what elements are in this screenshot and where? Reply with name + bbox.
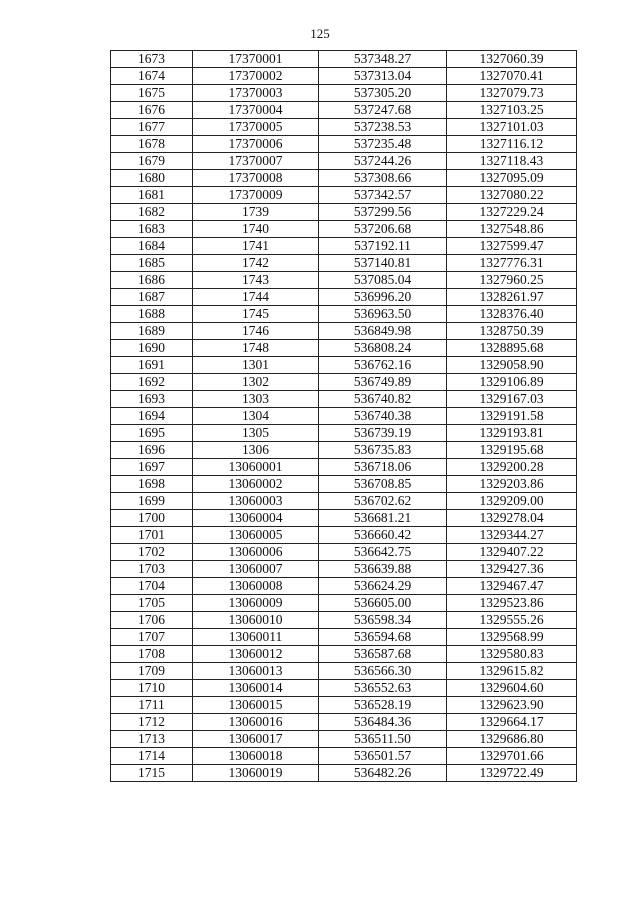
point-id-cell: 17370004 bbox=[193, 102, 319, 119]
x-coordinate-cell: 537299.56 bbox=[319, 204, 447, 221]
y-coordinate-cell: 1329203.86 bbox=[447, 476, 577, 493]
point-id-cell: 13060013 bbox=[193, 663, 319, 680]
point-number-cell: 1689 bbox=[111, 323, 193, 340]
point-number-cell: 1678 bbox=[111, 136, 193, 153]
x-coordinate-cell: 536484.36 bbox=[319, 714, 447, 731]
table-row bbox=[111, 340, 577, 357]
x-coordinate-cell: 536739.19 bbox=[319, 425, 447, 442]
point-number-cell: 1686 bbox=[111, 272, 193, 289]
y-coordinate-cell: 1327599.47 bbox=[447, 238, 577, 255]
coordinates-table bbox=[110, 50, 577, 782]
x-coordinate-cell: 536718.06 bbox=[319, 459, 447, 476]
point-number-cell: 1685 bbox=[111, 255, 193, 272]
point-number-cell: 1683 bbox=[111, 221, 193, 238]
point-id-cell: 1745 bbox=[193, 306, 319, 323]
y-coordinate-cell: 1329615.82 bbox=[447, 663, 577, 680]
y-coordinate-cell: 1328376.40 bbox=[447, 306, 577, 323]
x-coordinate-cell: 537085.04 bbox=[319, 272, 447, 289]
table-row bbox=[111, 697, 577, 714]
table-row bbox=[111, 731, 577, 748]
y-coordinate-cell: 1329664.17 bbox=[447, 714, 577, 731]
table-row bbox=[111, 187, 577, 204]
point-id-cell: 1740 bbox=[193, 221, 319, 238]
y-coordinate-cell: 1329523.86 bbox=[447, 595, 577, 612]
table-row bbox=[111, 476, 577, 493]
x-coordinate-cell: 536528.19 bbox=[319, 697, 447, 714]
y-coordinate-cell: 1328261.97 bbox=[447, 289, 577, 306]
table-row bbox=[111, 493, 577, 510]
table-row bbox=[111, 51, 577, 68]
x-coordinate-cell: 537244.26 bbox=[319, 153, 447, 170]
point-number-cell: 1709 bbox=[111, 663, 193, 680]
x-coordinate-cell: 537140.81 bbox=[319, 255, 447, 272]
y-coordinate-cell: 1327103.25 bbox=[447, 102, 577, 119]
table-row bbox=[111, 255, 577, 272]
point-number-cell: 1679 bbox=[111, 153, 193, 170]
y-coordinate-cell: 1329555.26 bbox=[447, 612, 577, 629]
y-coordinate-cell: 1329106.89 bbox=[447, 374, 577, 391]
y-coordinate-cell: 1327116.12 bbox=[447, 136, 577, 153]
table-row bbox=[111, 459, 577, 476]
point-number-cell: 1704 bbox=[111, 578, 193, 595]
point-id-cell: 13060011 bbox=[193, 629, 319, 646]
point-id-cell: 13060014 bbox=[193, 680, 319, 697]
y-coordinate-cell: 1329195.68 bbox=[447, 442, 577, 459]
x-coordinate-cell: 536762.16 bbox=[319, 357, 447, 374]
x-coordinate-cell: 536642.75 bbox=[319, 544, 447, 561]
point-id-cell: 1744 bbox=[193, 289, 319, 306]
x-coordinate-cell: 537247.68 bbox=[319, 102, 447, 119]
point-number-cell: 1694 bbox=[111, 408, 193, 425]
x-coordinate-cell: 537313.04 bbox=[319, 68, 447, 85]
table-row bbox=[111, 544, 577, 561]
y-coordinate-cell: 1327080.22 bbox=[447, 187, 577, 204]
y-coordinate-cell: 1327118.43 bbox=[447, 153, 577, 170]
y-coordinate-cell: 1327960.25 bbox=[447, 272, 577, 289]
point-number-cell: 1677 bbox=[111, 119, 193, 136]
y-coordinate-cell: 1329193.81 bbox=[447, 425, 577, 442]
y-coordinate-cell: 1329467.47 bbox=[447, 578, 577, 595]
point-number-cell: 1675 bbox=[111, 85, 193, 102]
point-number-cell: 1703 bbox=[111, 561, 193, 578]
point-number-cell: 1682 bbox=[111, 204, 193, 221]
x-coordinate-cell: 536660.42 bbox=[319, 527, 447, 544]
x-coordinate-cell: 536740.38 bbox=[319, 408, 447, 425]
point-id-cell: 1748 bbox=[193, 340, 319, 357]
y-coordinate-cell: 1329604.60 bbox=[447, 680, 577, 697]
y-coordinate-cell: 1329427.36 bbox=[447, 561, 577, 578]
table-row bbox=[111, 153, 577, 170]
y-coordinate-cell: 1327101.03 bbox=[447, 119, 577, 136]
point-number-cell: 1713 bbox=[111, 731, 193, 748]
page-number: 125 bbox=[310, 26, 330, 41]
y-coordinate-cell: 1329200.28 bbox=[447, 459, 577, 476]
point-id-cell: 1739 bbox=[193, 204, 319, 221]
point-id-cell: 17370001 bbox=[193, 51, 319, 68]
point-number-cell: 1700 bbox=[111, 510, 193, 527]
point-id-cell: 1746 bbox=[193, 323, 319, 340]
point-number-cell: 1715 bbox=[111, 765, 193, 782]
table-row bbox=[111, 306, 577, 323]
table-row bbox=[111, 357, 577, 374]
point-number-cell: 1673 bbox=[111, 51, 193, 68]
point-number-cell: 1696 bbox=[111, 442, 193, 459]
table-row bbox=[111, 680, 577, 697]
point-number-cell: 1676 bbox=[111, 102, 193, 119]
table-row bbox=[111, 136, 577, 153]
point-id-cell: 17370003 bbox=[193, 85, 319, 102]
y-coordinate-cell: 1327060.39 bbox=[447, 51, 577, 68]
x-coordinate-cell: 537238.53 bbox=[319, 119, 447, 136]
point-id-cell: 13060009 bbox=[193, 595, 319, 612]
table-row bbox=[111, 221, 577, 238]
point-number-cell: 1674 bbox=[111, 68, 193, 85]
point-id-cell: 13060018 bbox=[193, 748, 319, 765]
x-coordinate-cell: 536740.82 bbox=[319, 391, 447, 408]
point-number-cell: 1680 bbox=[111, 170, 193, 187]
table-row bbox=[111, 578, 577, 595]
y-coordinate-cell: 1328895.68 bbox=[447, 340, 577, 357]
table-row bbox=[111, 612, 577, 629]
x-coordinate-cell: 536708.85 bbox=[319, 476, 447, 493]
table-row bbox=[111, 238, 577, 255]
point-number-cell: 1714 bbox=[111, 748, 193, 765]
point-id-cell: 17370002 bbox=[193, 68, 319, 85]
x-coordinate-cell: 536996.20 bbox=[319, 289, 447, 306]
point-id-cell: 1743 bbox=[193, 272, 319, 289]
y-coordinate-cell: 1329191.58 bbox=[447, 408, 577, 425]
x-coordinate-cell: 537206.68 bbox=[319, 221, 447, 238]
point-number-cell: 1695 bbox=[111, 425, 193, 442]
table-row bbox=[111, 527, 577, 544]
point-number-cell: 1697 bbox=[111, 459, 193, 476]
point-number-cell: 1705 bbox=[111, 595, 193, 612]
x-coordinate-cell: 536749.89 bbox=[319, 374, 447, 391]
point-number-cell: 1706 bbox=[111, 612, 193, 629]
x-coordinate-cell: 536849.98 bbox=[319, 323, 447, 340]
table-row bbox=[111, 442, 577, 459]
point-id-cell: 1304 bbox=[193, 408, 319, 425]
y-coordinate-cell: 1329580.83 bbox=[447, 646, 577, 663]
point-id-cell: 13060019 bbox=[193, 765, 319, 782]
point-id-cell: 1306 bbox=[193, 442, 319, 459]
table-row bbox=[111, 629, 577, 646]
y-coordinate-cell: 1329167.03 bbox=[447, 391, 577, 408]
table-row bbox=[111, 663, 577, 680]
point-number-cell: 1692 bbox=[111, 374, 193, 391]
point-number-cell: 1681 bbox=[111, 187, 193, 204]
table-row bbox=[111, 289, 577, 306]
y-coordinate-cell: 1327095.09 bbox=[447, 170, 577, 187]
point-number-cell: 1712 bbox=[111, 714, 193, 731]
x-coordinate-cell: 537342.57 bbox=[319, 187, 447, 204]
point-id-cell: 13060017 bbox=[193, 731, 319, 748]
x-coordinate-cell: 536735.83 bbox=[319, 442, 447, 459]
y-coordinate-cell: 1329407.22 bbox=[447, 544, 577, 561]
point-id-cell: 1305 bbox=[193, 425, 319, 442]
y-coordinate-cell: 1329209.00 bbox=[447, 493, 577, 510]
point-id-cell: 1301 bbox=[193, 357, 319, 374]
point-number-cell: 1699 bbox=[111, 493, 193, 510]
point-id-cell: 13060002 bbox=[193, 476, 319, 493]
x-coordinate-cell: 536605.00 bbox=[319, 595, 447, 612]
y-coordinate-cell: 1327776.31 bbox=[447, 255, 577, 272]
x-coordinate-cell: 536963.50 bbox=[319, 306, 447, 323]
x-coordinate-cell: 537235.48 bbox=[319, 136, 447, 153]
table-row bbox=[111, 68, 577, 85]
point-id-cell: 13060006 bbox=[193, 544, 319, 561]
table-row bbox=[111, 102, 577, 119]
x-coordinate-cell: 536808.24 bbox=[319, 340, 447, 357]
table-row bbox=[111, 595, 577, 612]
table-row bbox=[111, 119, 577, 136]
point-number-cell: 1698 bbox=[111, 476, 193, 493]
point-number-cell: 1708 bbox=[111, 646, 193, 663]
x-coordinate-cell: 536624.29 bbox=[319, 578, 447, 595]
y-coordinate-cell: 1329623.90 bbox=[447, 697, 577, 714]
point-id-cell: 1741 bbox=[193, 238, 319, 255]
point-id-cell: 1742 bbox=[193, 255, 319, 272]
point-id-cell: 1302 bbox=[193, 374, 319, 391]
point-number-cell: 1690 bbox=[111, 340, 193, 357]
point-id-cell: 17370008 bbox=[193, 170, 319, 187]
y-coordinate-cell: 1329701.66 bbox=[447, 748, 577, 765]
point-number-cell: 1684 bbox=[111, 238, 193, 255]
table-row bbox=[111, 85, 577, 102]
point-id-cell: 13060007 bbox=[193, 561, 319, 578]
point-number-cell: 1710 bbox=[111, 680, 193, 697]
table-row bbox=[111, 765, 577, 782]
y-coordinate-cell: 1329344.27 bbox=[447, 527, 577, 544]
point-number-cell: 1711 bbox=[111, 697, 193, 714]
x-coordinate-cell: 536639.88 bbox=[319, 561, 447, 578]
y-coordinate-cell: 1328750.39 bbox=[447, 323, 577, 340]
point-id-cell: 17370009 bbox=[193, 187, 319, 204]
point-id-cell: 13060012 bbox=[193, 646, 319, 663]
table-row bbox=[111, 204, 577, 221]
x-coordinate-cell: 537308.66 bbox=[319, 170, 447, 187]
point-id-cell: 13060001 bbox=[193, 459, 319, 476]
table-row bbox=[111, 748, 577, 765]
point-id-cell: 13060008 bbox=[193, 578, 319, 595]
point-number-cell: 1688 bbox=[111, 306, 193, 323]
x-coordinate-cell: 536594.68 bbox=[319, 629, 447, 646]
x-coordinate-cell: 536566.30 bbox=[319, 663, 447, 680]
x-coordinate-cell: 536501.57 bbox=[319, 748, 447, 765]
table-row bbox=[111, 374, 577, 391]
point-id-cell: 17370005 bbox=[193, 119, 319, 136]
point-number-cell: 1687 bbox=[111, 289, 193, 306]
y-coordinate-cell: 1329568.99 bbox=[447, 629, 577, 646]
y-coordinate-cell: 1327229.24 bbox=[447, 204, 577, 221]
point-number-cell: 1701 bbox=[111, 527, 193, 544]
table-row bbox=[111, 561, 577, 578]
x-coordinate-cell: 537305.20 bbox=[319, 85, 447, 102]
y-coordinate-cell: 1329722.49 bbox=[447, 765, 577, 782]
y-coordinate-cell: 1327070.41 bbox=[447, 68, 577, 85]
y-coordinate-cell: 1329058.90 bbox=[447, 357, 577, 374]
table-row bbox=[111, 391, 577, 408]
x-coordinate-cell: 536598.34 bbox=[319, 612, 447, 629]
x-coordinate-cell: 536511.50 bbox=[319, 731, 447, 748]
y-coordinate-cell: 1327079.73 bbox=[447, 85, 577, 102]
table-row bbox=[111, 714, 577, 731]
x-coordinate-cell: 536482.26 bbox=[319, 765, 447, 782]
point-id-cell: 17370007 bbox=[193, 153, 319, 170]
point-number-cell: 1691 bbox=[111, 357, 193, 374]
point-id-cell: 13060010 bbox=[193, 612, 319, 629]
y-coordinate-cell: 1329278.04 bbox=[447, 510, 577, 527]
table-row bbox=[111, 408, 577, 425]
table-row bbox=[111, 510, 577, 527]
x-coordinate-cell: 536552.63 bbox=[319, 680, 447, 697]
point-id-cell: 13060016 bbox=[193, 714, 319, 731]
point-number-cell: 1702 bbox=[111, 544, 193, 561]
point-id-cell: 13060015 bbox=[193, 697, 319, 714]
point-id-cell: 13060003 bbox=[193, 493, 319, 510]
x-coordinate-cell: 536702.62 bbox=[319, 493, 447, 510]
point-number-cell: 1693 bbox=[111, 391, 193, 408]
coordinates-table-body bbox=[111, 51, 577, 782]
table-row bbox=[111, 170, 577, 187]
y-coordinate-cell: 1327548.86 bbox=[447, 221, 577, 238]
table-row bbox=[111, 272, 577, 289]
point-id-cell: 13060005 bbox=[193, 527, 319, 544]
x-coordinate-cell: 537348.27 bbox=[319, 51, 447, 68]
x-coordinate-cell: 536587.68 bbox=[319, 646, 447, 663]
point-id-cell: 13060004 bbox=[193, 510, 319, 527]
table-row bbox=[111, 425, 577, 442]
point-id-cell: 17370006 bbox=[193, 136, 319, 153]
table-row bbox=[111, 323, 577, 340]
table-row bbox=[111, 646, 577, 663]
y-coordinate-cell: 1329686.80 bbox=[447, 731, 577, 748]
x-coordinate-cell: 537192.11 bbox=[319, 238, 447, 255]
x-coordinate-cell: 536681.21 bbox=[319, 510, 447, 527]
point-number-cell: 1707 bbox=[111, 629, 193, 646]
point-id-cell: 1303 bbox=[193, 391, 319, 408]
